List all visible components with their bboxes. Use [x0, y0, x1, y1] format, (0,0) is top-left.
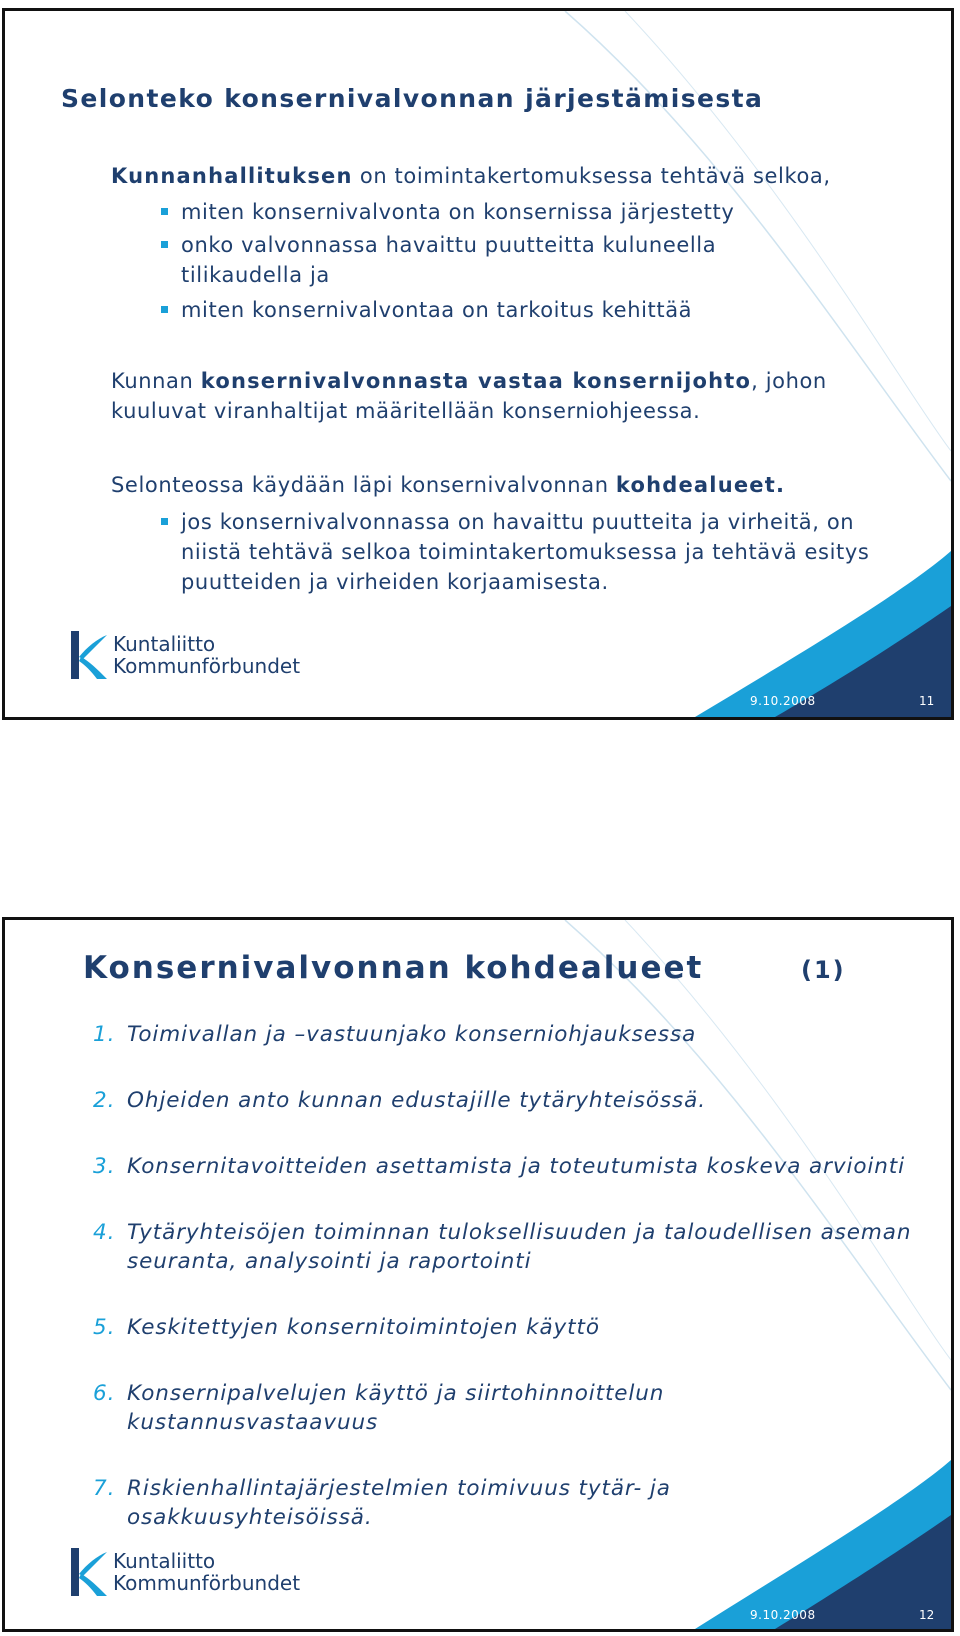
- list-number: 7.: [93, 1476, 116, 1501]
- list-item: [93, 1152, 917, 1181]
- list-item: [93, 1086, 917, 1115]
- list-text: Riskienhallintajärjestelmien toimivuus tytär- ja osakkuusyhteisöissä.: [127, 1476, 671, 1530]
- list-text: Ohjeiden anto kunnan edustajille tytäryhteisössä.: [127, 1088, 706, 1113]
- footer-date: 9.10.2008: [750, 694, 816, 708]
- logo-line-1: Kuntaliitto: [113, 632, 216, 656]
- footer-page-number: 12: [919, 1608, 935, 1622]
- slide-title: Konsernivalvonnan kohdealueet: [83, 950, 704, 986]
- list-text: Konsernitavoitteiden asettamista ja toteutumista koskeva arviointi: [127, 1154, 905, 1179]
- kuntaliitto-logo: [69, 1548, 301, 1602]
- paragraph-group-management: [111, 366, 871, 426]
- list-number: 4.: [93, 1220, 116, 1245]
- paragraph-text: on toimintakertomuksessa tehtävä selkoa,: [352, 164, 831, 188]
- list-item: [93, 1379, 917, 1437]
- bullet-list-1: [161, 197, 761, 325]
- paragraph-text: Selonteossa käydään läpi konsernivalvonnan: [111, 473, 616, 497]
- slide-title: Selonteko konsernivalvonnan järjestämisesta: [61, 84, 764, 113]
- k-logo-icon: [69, 631, 111, 681]
- list-item: [93, 1020, 917, 1049]
- list-number: 3.: [93, 1154, 116, 1179]
- logo-line-2: Kommunförbundet: [113, 654, 301, 678]
- logo-wordmark: [113, 1550, 300, 1594]
- list-number: 1.: [93, 1022, 116, 1047]
- logo-line-2: Kommunförbundet: [113, 1571, 301, 1595]
- k-logo-icon: [69, 1548, 111, 1598]
- list-item: [93, 1218, 917, 1276]
- list-text: Keskitettyjen konsernitoimintojen käyttö: [127, 1315, 600, 1340]
- list-number: 6.: [93, 1381, 116, 1406]
- list-text: Tytäryhteisöjen toiminnan tuloksellisuuden ja taloudellisen aseman seuranta, analysointi ja raportointi: [127, 1220, 912, 1274]
- paragraph-text: Kunnan: [111, 369, 201, 393]
- slide-title-number: (1): [801, 956, 846, 984]
- numbered-list: [93, 1020, 917, 1532]
- footer-date: 9.10.2008: [750, 1608, 816, 1622]
- logo-wordmark: [113, 633, 300, 677]
- list-item: onko valvonnassa havaittu puutteitta kuluneella tilikaudella ja: [161, 230, 761, 290]
- paragraph-review: [111, 470, 901, 500]
- slide-12: [2, 917, 954, 1632]
- bold-term: kohdealueet.: [615, 473, 786, 497]
- bullet-list-2: [161, 507, 891, 597]
- list-number: 5.: [93, 1315, 116, 1340]
- kuntaliitto-logo: [69, 631, 301, 685]
- bold-term: konsernivalvonnasta vastaa konsernijohto: [200, 369, 752, 393]
- footer-page-number: 11: [919, 694, 935, 708]
- list-text: Konsernipalvelujen käyttö ja siirtohinnoittelun kustannusvastaavuus: [127, 1381, 665, 1435]
- paragraph-responsibility: [111, 161, 901, 191]
- list-item: [93, 1474, 917, 1532]
- list-item: [93, 1313, 917, 1342]
- logo-line-1: Kuntaliitto: [113, 1549, 216, 1573]
- list-item: miten konsernivalvontaa on tarkoitus kehittää: [161, 295, 761, 325]
- list-item: miten konsernivalvonta on konsernissa järjestetty: [161, 197, 761, 227]
- list-text: Toimivallan ja –vastuunjako konserniohjauksessa: [127, 1022, 697, 1047]
- slide-background-swoosh: [5, 11, 951, 717]
- list-item: jos konsernivalvonnassa on havaittu puutteita ja virheitä, on niistä tehtävä selkoa toimintakertomuksessa ja tehtävä esitys puutteiden ja virheiden korjaamisesta.: [161, 507, 891, 597]
- slide-11: [2, 8, 954, 720]
- list-number: 2.: [93, 1088, 116, 1113]
- bold-term: Kunnanhallituksen: [111, 164, 353, 188]
- paragraph-text: , johon kuuluvat viranhaltijat määritellään konserniohjeessa.: [111, 369, 827, 423]
